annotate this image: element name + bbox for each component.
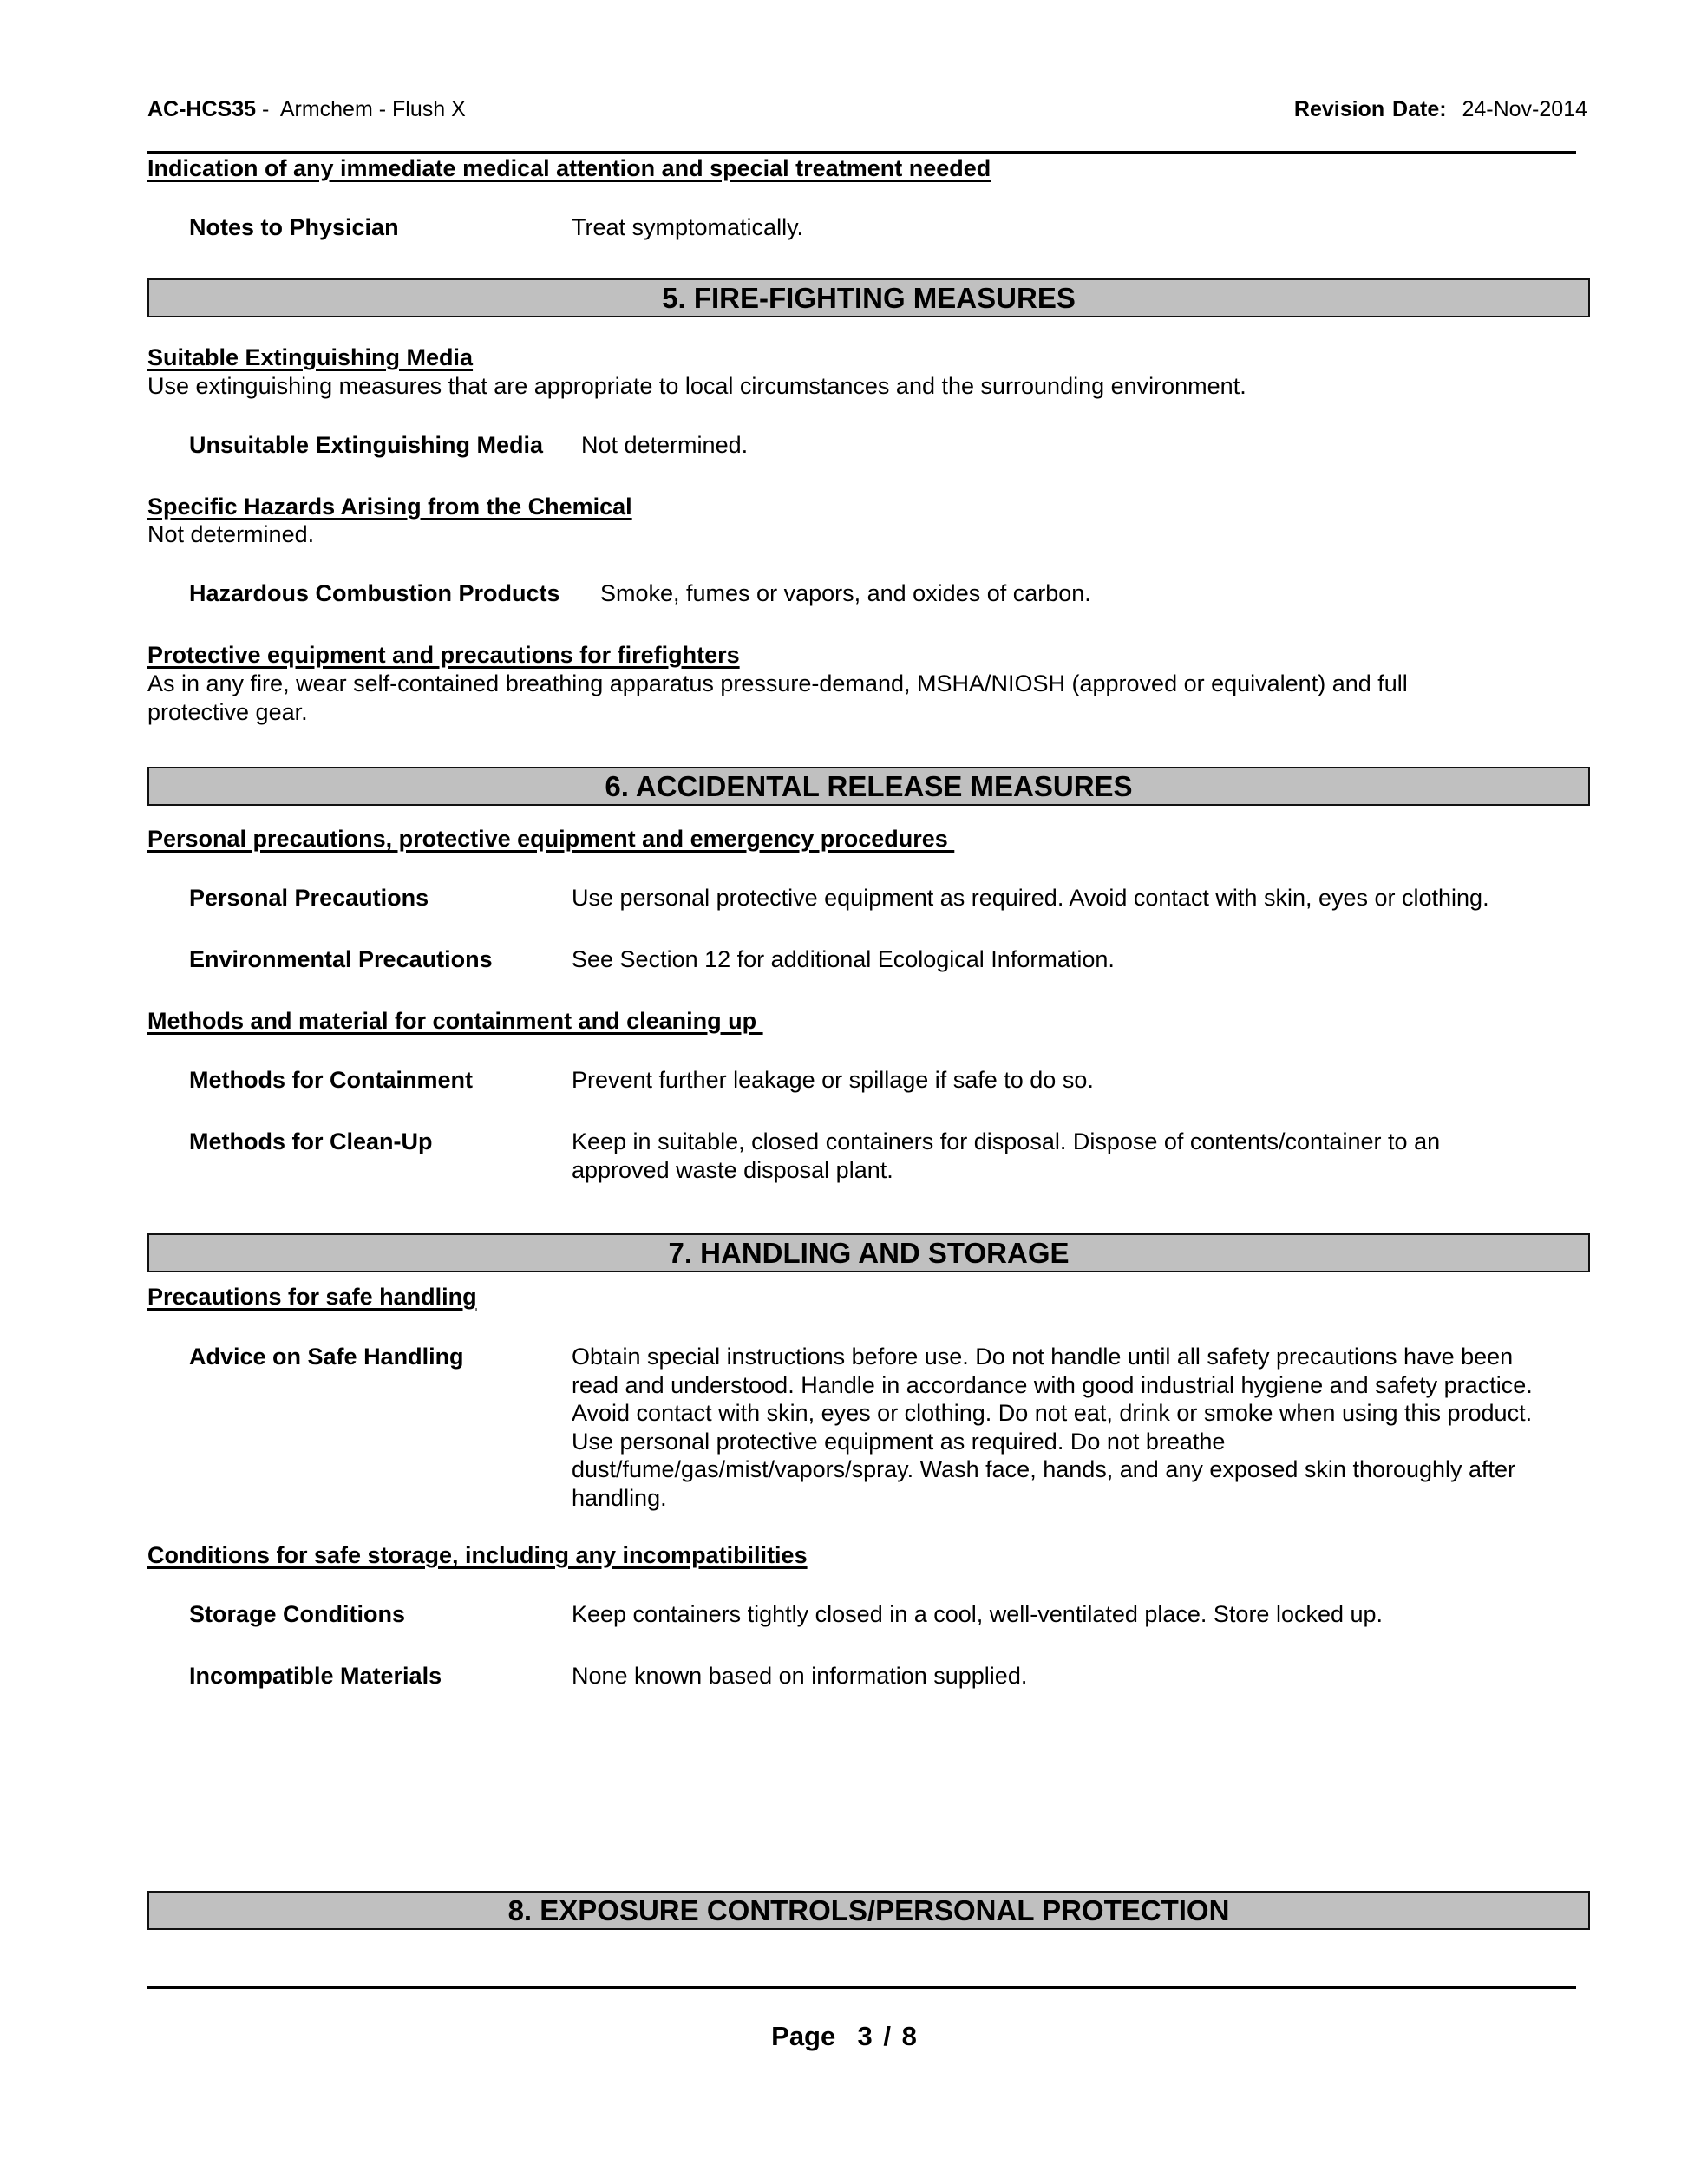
page-label: Page [771,2021,836,2051]
header-separator: - [256,97,280,121]
section-header-accidental-release: 6. ACCIDENTAL RELEASE MEASURES [147,767,1590,806]
field-value-combustion-products: Smoke, fumes or vapors, and oxides of carbon. [600,580,1091,606]
revision-date-value: 24-Nov-2014 [1462,97,1587,121]
header-divider [147,151,1576,154]
field-value-unsuitable-media: Not determined. [581,432,749,458]
field-label-notes-to-physician: Notes to Physician [189,214,399,240]
field-label-combustion-products: Hazardous Combustion Products [189,580,560,606]
subheading-firefighter-protection: Protective equipment and precautions for firefighters [147,642,740,668]
revision-date-label: Revision Date: [1293,97,1447,121]
field-label-storage-conditions: Storage Conditions [189,1601,405,1627]
subheading-specific-hazards: Specific Hazards Arising from the Chemical [147,494,632,520]
field-value-methods-cleanup: Keep in suitable, closed containers for disposal. Dispose of contents/container to an approved waste disposal plant. [572,1128,1441,1183]
section-header-fire-fighting: 5. FIRE-FIGHTING MEASURES [147,278,1590,317]
firefighter-protection-text: As in any fire, wear self-contained breathing apparatus pressure-demand, MSHA/NIOSH (approved or equivalent) and full protective gear. [147,670,1408,725]
specific-hazards-text: Not determined. [147,521,315,547]
page-separator: / [883,2021,891,2051]
product-code: AC-HCS35 [147,97,257,121]
field-value-personal-precautions: Use personal protective equipment as required. Avoid contact with skin, eyes or clothing. [572,885,1489,911]
subheading-safe-storage: Conditions for safe storage, including any incompatibilities [147,1542,808,1568]
field-value-notes-to-physician: Treat symptomatically. [572,214,804,240]
subheading-suitable-media: Suitable Extinguishing Media [147,344,474,370]
subheading-personal-precautions: Personal precautions, protective equipment and emergency procedures [147,826,955,852]
page-total: 8 [901,2021,917,2051]
field-label-personal-precautions: Personal Precautions [189,885,429,911]
field-label-unsuitable-media: Unsuitable Extinguishing Media [189,432,544,458]
suitable-media-text: Use extinguishing measures that are appropriate to local circumstances and the surrounding environment. [147,373,1246,399]
field-label-environmental-precautions: Environmental Precautions [189,946,493,972]
subheading-safe-handling: Precautions for safe handling [147,1284,477,1310]
field-label-safe-handling-advice: Advice on Safe Handling [189,1344,464,1370]
footer-divider [147,1986,1576,1989]
field-label-methods-cleanup: Methods for Clean-Up [189,1128,433,1154]
field-label-incompatible-materials: Incompatible Materials [189,1663,442,1689]
field-value-safe-handling-advice: Obtain special instructions before use. Do not handle until all safety precautions have been read and understood. Handle in accordance with good industrial hygiene and safety practice. Avoid contact with skin, eyes or clothing. Do not eat, drink or smoke when using this product. Use personal protective equipment as required. Do not breathe dust/fume/gas/mist/vapors/spray. Wash face, hands, and any exposed skin thoroughly after handling. [572,1344,1533,1511]
subheading-medical-attention: Indication of any immediate medical attention and special treatment needed [147,155,991,181]
field-label-methods-containment: Methods for Containment [189,1067,473,1093]
section-header-exposure-controls: 8. EXPOSURE CONTROLS/PERSONAL PROTECTION [147,1891,1590,1930]
field-value-incompatible-materials: None known based on information supplied. [572,1663,1028,1689]
document-header-left [147,96,466,122]
page-current: 3 [857,2021,873,2051]
subheading-containment-methods: Methods and material for containment and cleaning up [147,1008,763,1034]
section-header-handling-storage: 7. HANDLING AND STORAGE [147,1233,1590,1272]
product-name: Armchem - Flush X [279,97,466,121]
document-header-right [1294,96,1587,122]
field-value-methods-containment: Prevent further leakage or spillage if safe to do so. [572,1067,1094,1093]
field-value-environmental-precautions: See Section 12 for additional Ecological Information. [572,946,1115,972]
page-indicator [0,2021,1688,2052]
field-value-storage-conditions: Keep containers tightly closed in a cool, well-ventilated place. Store locked up. [572,1601,1384,1627]
